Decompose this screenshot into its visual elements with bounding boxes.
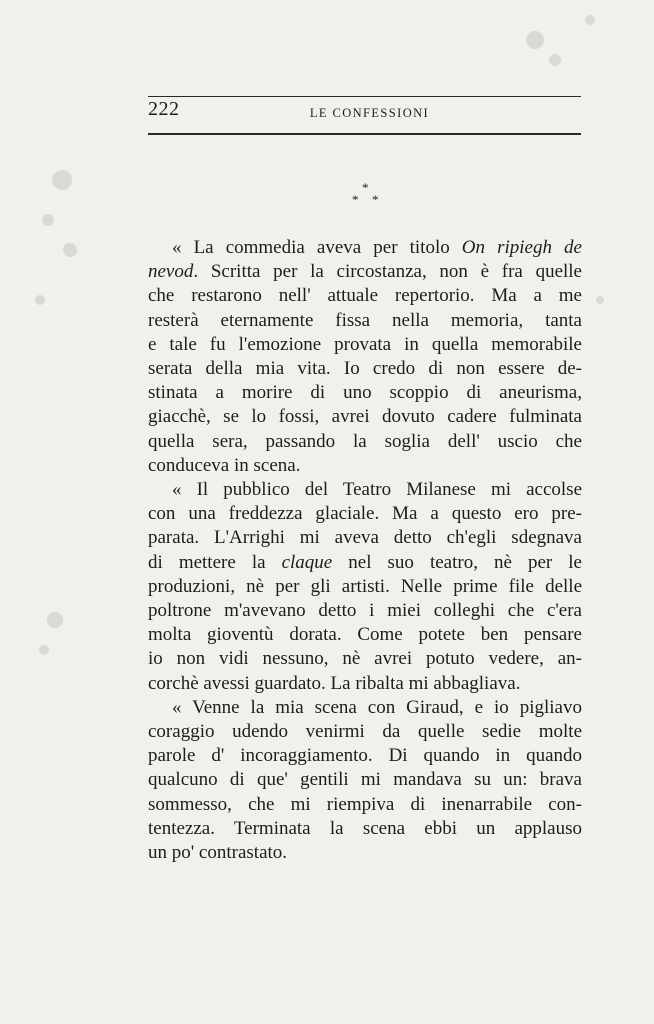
text-line: produzioni, nè per gli artisti. Nelle prime file delle [148,575,582,597]
text-line: poltrone m'avevano detto i miei colleghi che c'era [148,600,582,622]
asterism-section-break [340,180,390,210]
paragraph-2 [148,478,582,696]
page-header [148,96,581,134]
text-line: che restarono nell' attuale repertorio. Ma a me [148,285,582,307]
play-title-italic: On ripiegh de [461,237,582,258]
text-line: io non vidi nessuno, nè avrei potuto vedere, an- [148,648,582,670]
page-number: 222 [148,98,180,120]
text-line: sommesso, che mi riempiva di inenarrabile con- [148,793,582,815]
text-line: qualcuno di que' gentili mi mandava su un: brava [148,769,582,791]
text-line: con una freddezza glaciale. Ma a questo ero pre- [148,503,582,525]
play-title-italic: nevod [148,261,194,283]
text-line: serata della mia vita. Io credo di non essere de- [148,358,582,380]
claque-italic: claque [281,551,333,573]
text-line: « Il pubblico del Teatro Milanese mi accolse [172,479,582,501]
text-line: e tale fu l'emozione provata in quella memorabile [148,333,582,355]
text-line: parata. L'Arrighi mi aveva detto ch'egli sdegnava [148,527,582,549]
header-top-rule [148,96,581,97]
text-line: tentezza. Terminata la scena ebbi un applauso [148,817,582,839]
text-line: parole d' incoraggiamento. Di quando in quando [148,745,582,767]
text-line: stinata a morire di uno scoppio di aneurisma, [148,382,582,404]
text-line: un po' contrastato. [148,842,288,864]
asterism-star: * [352,192,359,207]
paragraph-1 [148,236,582,478]
text-line: quella sera, passando la soglia dell' uscio che [148,430,582,452]
paragraph-3 [148,696,582,865]
running-title: LE CONFESSIONI [309,106,430,120]
text-line: « La commedia aveva per titolo On ripiegh de [172,237,582,258]
text-line: giacchè, se lo fossi, avrei dovuto cadere fulminata [148,406,582,428]
asterism-star: * [362,180,369,195]
text-line: resterà eternamente fissa nella memoria, tanta [148,309,582,331]
text-line: corchè avessi guardato. La ribalta mi abbagliava. [148,672,521,694]
text-line: di mettere la claque nel suo teatro, nè per le [148,551,582,573]
asterism-star: * [372,192,379,207]
text-line: molta gioventù dorata. Come potete ben pensare [148,624,582,646]
text-line: nevod. Scritta per la circostanza, non è fra quelle [148,261,582,283]
text-line: conduceva in scena. [148,454,301,476]
text-line: « Venne la mia scena con Giraud, e io pigliavo [172,696,582,718]
text-line: coraggio udendo venirmi da quelle sedie molte [148,721,582,743]
header-bottom-rule [148,133,581,135]
body-text [148,236,582,865]
